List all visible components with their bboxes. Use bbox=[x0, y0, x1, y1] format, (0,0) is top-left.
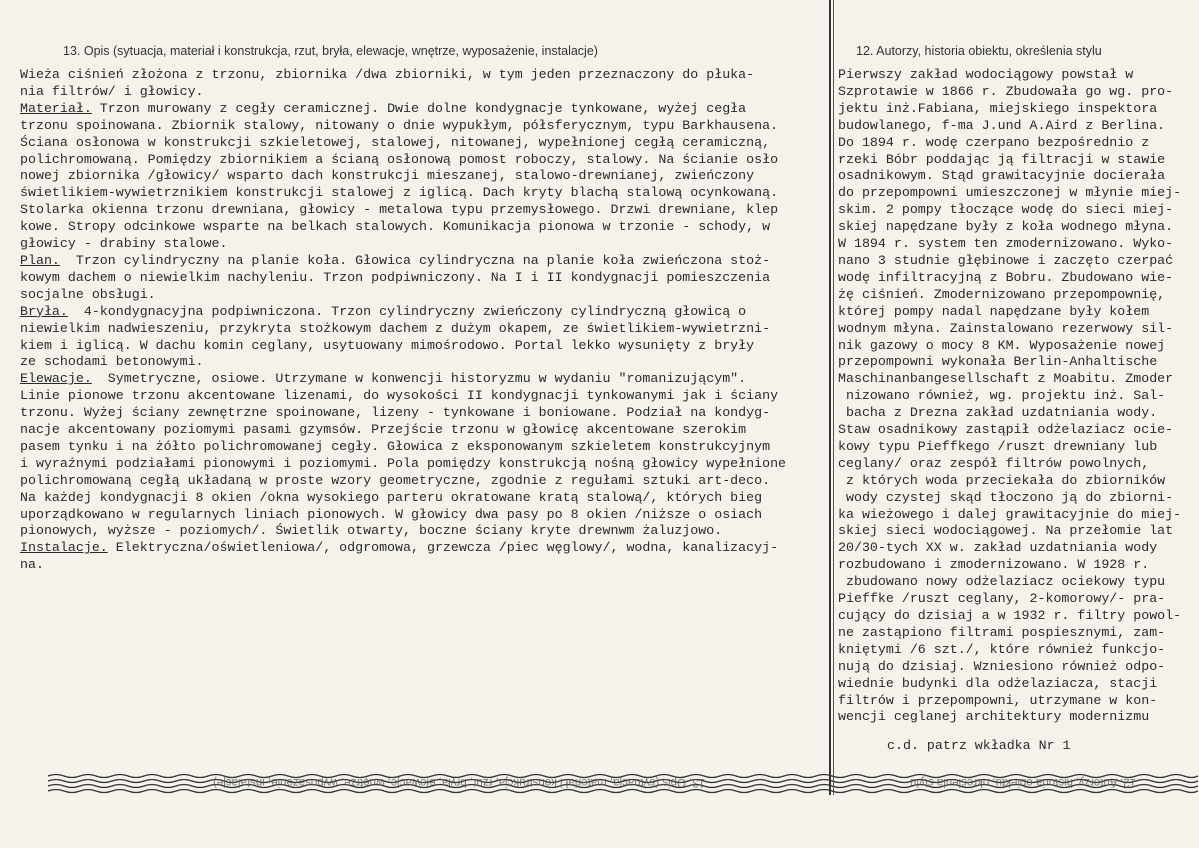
bryla-line: ze schodami betonowymi. bbox=[20, 354, 204, 370]
material-line: trzonu spoinowana. Zbiornik stalowy, nitowany o dnie wypukłym, półsferycznym, typu Barkhausena. bbox=[20, 117, 779, 133]
description-text bbox=[20, 67, 820, 574]
history-line: bacha z Drezna zakład uzdatniania wody. bbox=[838, 405, 1158, 421]
history-line: ka wieżowego i dalej grawitacyjnie do miej- bbox=[838, 506, 1182, 522]
history-line: 20/30-tych XX w. zakład uzdatniania wody bbox=[838, 540, 1158, 556]
history-line: jektu inż.Fabiana, miejskiego inspektora bbox=[838, 100, 1158, 116]
history-line: skiej napędzane były z koła wodnego młyna. bbox=[838, 219, 1174, 235]
history-line: do przepompowni umieszczonej w młynie miej- bbox=[838, 185, 1182, 201]
history-line: Maschinanbangesellschaft z Moabitu. Zmoder bbox=[838, 371, 1174, 387]
material-line: kowe. Stropy odcinkowe wsparte na belkach stalowych. Komunikacja pionowa w trzonie - schody, w bbox=[20, 219, 771, 235]
history-line: wodę infiltracyjną z Bobru. Zbudowano wie- bbox=[838, 269, 1174, 285]
history-line: nik gazowy o mocy 8 KM. Wyposażenie nowej bbox=[838, 337, 1166, 353]
history-line: cujący do dzisiaj a w 1932 r. filtry powol- bbox=[838, 608, 1182, 623]
elewacje-line: i wyraźnymi podziałami pionowymi i poziomymi. Pola pomiędzy konstrukcją nośną głowicy wypełnione bbox=[20, 455, 787, 471]
history-line: której pompy nadal napędzane były kołem bbox=[838, 303, 1150, 319]
mirrored-section-12-heading: 12. Autorzy, historia obiektu, określenia stylu bbox=[910, 776, 1137, 788]
elewacje-line: trzonu. Wyżej ściany zewnętrzne spoinowane, lizeny - tynkowane i boniowane. Podział na kondyg- bbox=[20, 405, 771, 421]
bryla-line: kiem i iglicą. W dachu komin ceglany, usytuowany mimośrodowo. Portal lekko wysunięty z bryły bbox=[20, 337, 755, 353]
instalacje-label: Instalacje. bbox=[20, 540, 108, 556]
plan-line: Trzon cylindryczny na planie koła. Głowica cylindryczna na planie koła zwieńczona stoż- bbox=[59, 252, 771, 268]
history-line: Do 1894 r. wodę czerpano bezpośrednio z bbox=[838, 134, 1150, 150]
material-line: głowicy - drabiny stalowe. bbox=[20, 236, 228, 252]
material-line: Stolarka okienna trzonu drewniana, głowicy - metalowa typu przemysłowego. Drzwi drewniane, klep bbox=[20, 202, 779, 218]
history-line: rzeki Bóbr poddając ją filtracji w stawie bbox=[838, 151, 1166, 167]
history-line: osadnikowym. Stąd grawitacyjnie docierała bbox=[838, 168, 1166, 184]
history-line: Staw osadnikowy zastąpił odżelaziacz ocie- bbox=[838, 422, 1174, 438]
history-line: W 1894 r. system ten zmodernizowano. Wyko- bbox=[838, 236, 1174, 252]
elewacje-label: Elewacje. bbox=[20, 371, 92, 387]
section-12-heading: 12. Autorzy, historia obiektu, określenia stylu bbox=[856, 44, 1102, 58]
history-line: żę ciśnień. Zmodernizowano przepompownię, bbox=[838, 286, 1166, 302]
elewacje-line: Na każdej kondygnacji 8 okien /okna wysokiego parteru okratowane kratą stalową/, których bieg bbox=[20, 489, 763, 505]
elewacje-line: pionowych, wyższe - poziomych/. Świetlik otwarty, boczne ściany kryte drewnwm żaluzjowo. bbox=[20, 523, 723, 539]
elewacje-line: Symetryczne, osiowe. Utrzymane w konwencji historyzmu w wydaniu "romanizującym". bbox=[91, 371, 747, 387]
history-line: wody czystej skąd tłoczono ją do zbiorni- bbox=[838, 489, 1174, 505]
history-line: kniętymi /6 szt./, które również funkcjo- bbox=[838, 641, 1166, 657]
bryla-line: 4-kondygnacyjna podpiwniczona. Trzon cylindryczny zwieńczony cylindryczną głowicą o bbox=[67, 303, 747, 319]
history-line: wiednie budynki dla odżelaziacza, stacji bbox=[838, 675, 1158, 691]
history-line: zbudowano nowy odżelaziacz ociekowy typu bbox=[838, 574, 1166, 590]
bryla-label: Bryła. bbox=[20, 303, 68, 319]
elewacje-line: Linie pionowe trzonu akcentowane lizenami, do wysokości II kondygnacji tynkowanymi jak i ściany bbox=[20, 388, 779, 404]
history-line: nizowano również, wg. projektu inż. Sal- bbox=[838, 388, 1166, 404]
history-line: ne zastąpiono filtrami pospiesznymi, zam- bbox=[838, 624, 1166, 640]
history-line: ceglany/ oraz zespół filtrów powolnych, bbox=[838, 455, 1150, 471]
intro-line: Wieża ciśnień złożona z trzonu, zbiornika /dwa zbiorniki, w tym jeden przeznaczony do płuka- bbox=[20, 67, 755, 82]
intro-line: nia filtrów/ i głowicy. bbox=[20, 83, 204, 99]
material-line: świetlikiem-wywietrznikiem konstrukcji stalowej z iglicą. Dach kryty blachą stalową ocynkowaną. bbox=[20, 185, 779, 201]
history-line: nano 3 studnie głębinowe i zaczęto czerpać bbox=[838, 252, 1174, 268]
continuation-note: c.d. patrz wkładka Nr 1 bbox=[887, 738, 1071, 753]
elewacje-line: pasem tynku i na żółto polichromowanej cegły. Głowica z eksponowanym szkieletem konstrukcyjnym bbox=[20, 438, 771, 454]
history-line: budowlanego, f-ma J.und A.Aird z Berlina. bbox=[838, 117, 1166, 133]
column-divider bbox=[829, 0, 831, 795]
history-line: rozbudowano i zmodernizowano. W 1928 r. bbox=[838, 557, 1150, 573]
mirrored-section-13-heading: 13. Opis (sytuacja, materiał i konstrukcja, rzut, bryła, elewacje, wnętrze, wyposażenie, instalacje) bbox=[213, 776, 706, 788]
plan-line: kowym dachem o niewielkim nachyleniu. Trzon podpiwniczony. Na I i II kondygnacji pomieszczenia bbox=[20, 269, 771, 285]
material-line: nowej zbiornika /głowicy/ wsparto dach konstrukcji mieszanej, stalowo-drewnianej, zwieńczony bbox=[20, 168, 755, 184]
history-line: Pierwszy zakład wodociągowy powstał w bbox=[838, 67, 1134, 82]
history-line: z których woda przeciekała do zbiorników bbox=[838, 472, 1166, 488]
material-line: Ściana osłonowa w konstrukcji szkieletowej, stalowej, nitowanej, wypełnionej cegłą ceramiczną, bbox=[20, 134, 771, 150]
material-line: polichromowaną. Pomiędzy zbiornikiem a ścianą osłonową pomost roboczy, stalowy. Na ścianie osło bbox=[20, 151, 779, 167]
instalacje-line: na. bbox=[20, 557, 44, 573]
history-line: skim. 2 pompy tłoczące wodę do sieci miej- bbox=[838, 202, 1174, 218]
section-13-heading: 13. Opis (sytuacja, materiał i konstrukcja, rzut, bryła, elewacje, wnętrze, wyposażenie, instalacje) bbox=[63, 44, 598, 58]
history-line: skiej sieci wodociągowej. Na przełomie lat bbox=[838, 523, 1174, 539]
history-line: Pieffke /ruszt ceglany, 2-komorowy/- pra- bbox=[838, 591, 1166, 607]
history-line: filtrów i przepompowni, utrzymane w kon- bbox=[838, 692, 1158, 708]
history-line: kowy typu Pieffkego /ruszt drewniany lub bbox=[838, 438, 1158, 454]
material-label: Materiał. bbox=[20, 100, 92, 116]
history-text bbox=[838, 67, 1193, 726]
instalacje-line: Elektryczna/oświetleniowa/, odgromowa, grzewcza /piec węglowy/, wodna, kanalizacyj- bbox=[107, 540, 779, 556]
elewacje-line: uporządkowano w regularnych liniach pionowych. W głowicy dwa pasy po 8 okien /niższe o osiach bbox=[20, 506, 763, 522]
material-line: Trzon murowany z cegły ceramicznej. Dwie dolne kondygnacje tynkowane, wyżej cegła bbox=[91, 100, 747, 116]
history-line: nują do dzisiaj. Wzniesiono również odpo- bbox=[838, 658, 1166, 674]
plan-line: socjalne obsługi. bbox=[20, 286, 156, 302]
elewacje-line: nacje akcentowany poziomymi pasami gzymsów. Przejście trzonu w głowicę akcentowane szerokim bbox=[20, 422, 747, 438]
bryla-line: niewielkim nadwieszeniu, przykryta stożkowym dachem z dużym okapem, ze świetlikiem-wywietrzni- bbox=[20, 320, 771, 336]
elewacje-line: polichromowaną cegłą układaną w proste wzory geometryczne, zgodnie z regułami sztuki art-deco. bbox=[20, 472, 771, 488]
history-line: wodnym młyna. Zainstalowano rezerwowy sil- bbox=[838, 320, 1174, 336]
column-divider-secondary bbox=[833, 0, 834, 795]
history-line: wencji ceglanej architektury modernizmu bbox=[838, 709, 1150, 725]
page-bottom-margin bbox=[0, 795, 1199, 848]
plan-label: Plan. bbox=[20, 252, 60, 268]
history-line: przepompowni wykonała Berlin-Anhaltische bbox=[838, 354, 1158, 370]
history-line: Szprotawie w 1866 r. Zbudowała go wg. pro- bbox=[838, 83, 1174, 99]
